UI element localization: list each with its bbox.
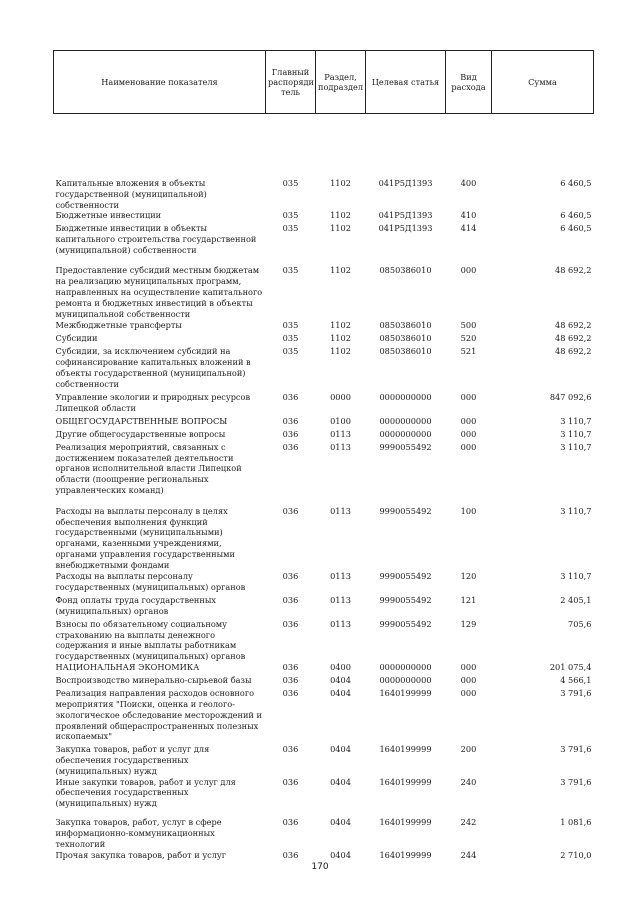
header-name: Наименование показателя xyxy=(54,51,266,114)
row-section: 0113 xyxy=(330,428,351,439)
row-amount: 3 110,7 xyxy=(560,505,592,516)
row-amount: 48 692,2 xyxy=(555,346,592,357)
row-chief-admin: 036 xyxy=(282,849,299,860)
row-expense-type: 000 xyxy=(460,441,477,452)
row-name: Другие общегосударственные вопросы xyxy=(55,428,226,439)
row-chief-admin: 036 xyxy=(282,688,299,699)
row-amount: 2 405,1 xyxy=(560,594,592,605)
row-target-article: 0850386010 xyxy=(379,265,432,276)
row-amount: 4 566,1 xyxy=(560,675,592,686)
row-expense-type: 400 xyxy=(460,178,477,188)
row-target-article: 0000000000 xyxy=(379,391,432,402)
row-amount: 6 460,5 xyxy=(560,178,592,188)
page-number: 170 xyxy=(311,862,329,872)
row-name: Взносы по обязательному социальному страхованию на выплаты денежного содержания и иные выплаты работникам государственных (муниципальных) органов xyxy=(55,618,246,662)
row-name: Прочая закупка товаров, работ и услуг xyxy=(55,849,227,860)
row-section: 0113 xyxy=(330,618,351,629)
row-section: 0404 xyxy=(330,688,351,699)
row-amount: 201 075,4 xyxy=(549,662,592,673)
table-row xyxy=(54,571,594,595)
row-amount: 3 110,7 xyxy=(560,570,592,581)
table-row xyxy=(54,662,594,675)
row-name: Закупка товаров, работ и услуг для обеспечения государственных (муниципальных) нужд xyxy=(55,744,210,776)
row-amount: 705,6 xyxy=(568,618,592,629)
row-target-article: 0000000000 xyxy=(379,662,432,673)
row-name: Субсидии, за исключением субсидий на софинансирование капитальных вложений в объекты государственной (муниципальной) собственности xyxy=(55,346,251,389)
table-row xyxy=(54,809,594,849)
row-chief-admin: 036 xyxy=(282,415,299,426)
table-row xyxy=(54,498,594,571)
row-amount: 1 081,6 xyxy=(560,817,592,828)
table-row xyxy=(54,688,594,744)
row-chief-admin: 036 xyxy=(282,391,299,402)
row-chief-admin: 036 xyxy=(282,570,299,581)
row-expense-type: 000 xyxy=(460,688,477,699)
row-expense-type: 000 xyxy=(460,415,477,426)
table-row xyxy=(54,442,594,498)
row-section: 1102 xyxy=(330,320,351,331)
row-expense-type: 410 xyxy=(460,210,477,221)
row-chief-admin: 036 xyxy=(282,441,299,452)
row-section: 0113 xyxy=(330,594,351,605)
row-chief-admin: 036 xyxy=(282,428,299,439)
row-expense-type: 244 xyxy=(460,849,477,860)
row-target-article: 1640199999 xyxy=(379,849,432,860)
header-target-article: Целевая статья xyxy=(366,51,446,114)
row-expense-type: 200 xyxy=(460,744,477,755)
row-chief-admin: 036 xyxy=(282,817,299,828)
row-name: Расходы на выплаты персоналу государственных (муниципальных) органов xyxy=(55,570,246,592)
header-section: Раздел, подраздел xyxy=(316,51,366,114)
row-section: 0404 xyxy=(330,849,351,860)
row-amount: 48 692,2 xyxy=(555,333,592,344)
row-expense-type: 000 xyxy=(460,662,477,673)
table-row xyxy=(54,320,594,333)
row-expense-type: 120 xyxy=(460,570,477,581)
row-name: Капитальные вложения в объекты государственной (муниципальной) собственности xyxy=(55,178,207,210)
row-section: 0400 xyxy=(330,662,351,673)
row-name: Предоставление субсидий местным бюджетам на реализацию муниципальных программ, направленных на осуществление капитального ремонта и бюджетных инвестиций в объекты муниципальной собственности xyxy=(55,265,263,319)
row-expense-type: 000 xyxy=(460,428,477,439)
row-name: ОБЩЕГОСУДАРСТВЕННЫЕ ВОПРОСЫ xyxy=(55,415,228,426)
row-target-article: 9990055492 xyxy=(379,594,432,605)
table-row xyxy=(54,777,594,809)
row-name: Воспроизводство минерально-сырьевой базы xyxy=(55,675,252,686)
table-row xyxy=(54,416,594,429)
row-chief-admin: 036 xyxy=(282,594,299,605)
table-row xyxy=(54,595,594,619)
row-section: 0404 xyxy=(330,744,351,755)
table-row xyxy=(54,223,594,265)
row-amount: 3 791,6 xyxy=(560,744,592,755)
header-expense-type: Вид расхода xyxy=(446,51,492,114)
row-name: Бюджетные инвестиции xyxy=(55,210,162,221)
row-amount: 48 692,2 xyxy=(555,320,592,331)
table-row xyxy=(54,744,594,776)
row-section: 0404 xyxy=(330,776,351,787)
row-chief-admin: 035 xyxy=(282,346,299,357)
row-section: 1102 xyxy=(330,210,351,221)
row-section: 0113 xyxy=(330,441,351,452)
row-amount: 3 110,7 xyxy=(560,428,592,439)
row-name: Закупка товаров, работ, услуг в сфере информационно-коммуникационных технологий xyxy=(55,817,222,849)
row-section: 1102 xyxy=(330,333,351,344)
header-chief-admin: Главный распоряди тель xyxy=(266,51,316,114)
table-row xyxy=(54,346,594,389)
row-chief-admin: 035 xyxy=(282,333,299,344)
row-amount: 3 791,6 xyxy=(560,776,592,787)
row-name: Расходы на выплаты персоналу в целях обеспечения выполнения функций государственными (муниципальными) органами, казенными учреждениями, органами управления государственными внебюджетными фондами xyxy=(55,505,235,570)
row-expense-type: 414 xyxy=(460,223,477,234)
budget-table xyxy=(53,50,594,868)
row-amount: 6 460,5 xyxy=(560,223,592,234)
row-section: 1102 xyxy=(330,178,351,188)
row-name: Реализация направления расходов основного мероприятия "Поиски, оценка и геолого-экологическое обследование месторождений и проявлений общераспространенных полезных ископаемых" xyxy=(55,688,262,742)
row-target-article: 0000000000 xyxy=(379,675,432,686)
row-chief-admin: 035 xyxy=(282,210,299,221)
table-row xyxy=(54,429,594,442)
row-section: 1102 xyxy=(330,346,351,357)
row-amount: 3 791,6 xyxy=(560,688,592,699)
row-target-article: 041Р5Д1393 xyxy=(378,178,433,188)
row-name: Межбюджетные трансферты xyxy=(55,320,182,331)
row-target-article: 041Р5Д1393 xyxy=(378,223,433,234)
row-expense-type: 240 xyxy=(460,776,477,787)
row-expense-type: 000 xyxy=(460,265,477,276)
row-target-article: 0000000000 xyxy=(379,428,432,439)
header-amount: Сумма xyxy=(492,51,594,114)
row-amount: 3 110,7 xyxy=(560,441,592,452)
table-header-row xyxy=(54,51,594,114)
row-target-article: 9990055492 xyxy=(379,570,432,581)
row-target-article: 1640199999 xyxy=(379,744,432,755)
row-target-article: 1640199999 xyxy=(379,817,432,828)
row-chief-admin: 035 xyxy=(282,223,299,234)
row-chief-admin: 035 xyxy=(282,320,299,331)
row-expense-type: 121 xyxy=(460,594,477,605)
row-expense-type: 521 xyxy=(460,346,477,357)
row-chief-admin: 035 xyxy=(282,265,299,276)
row-name: НАЦИОНАЛЬНАЯ ЭКОНОМИКА xyxy=(55,662,200,673)
row-chief-admin: 036 xyxy=(282,776,299,787)
table-row xyxy=(54,390,594,416)
row-name: Реализация мероприятий, связанных с достижением показателей деятельности органов исполнительной власти Липецкой области (поощрение региональных управленческих команд) xyxy=(55,441,242,496)
table-row xyxy=(54,333,594,346)
row-section: 1102 xyxy=(330,265,351,276)
row-name: Субсидии xyxy=(55,333,98,344)
row-chief-admin: 036 xyxy=(282,744,299,755)
row-expense-type: 500 xyxy=(460,320,477,331)
row-expense-type: 000 xyxy=(460,391,477,402)
row-section: 0113 xyxy=(330,505,351,516)
row-target-article: 9990055492 xyxy=(379,618,432,629)
row-chief-admin: 036 xyxy=(282,505,299,516)
row-target-article: 1640199999 xyxy=(379,776,432,787)
row-target-article: 041Р5Д1393 xyxy=(378,210,433,221)
table-row xyxy=(54,265,594,320)
row-target-article: 0850386010 xyxy=(379,320,432,331)
row-amount: 48 692,2 xyxy=(555,265,592,276)
row-name: Бюджетные инвестиции в объекты капитального строительства государственной (муниципальной) собственности xyxy=(55,223,257,256)
row-amount: 6 460,5 xyxy=(560,210,592,221)
row-amount: 847 092,6 xyxy=(549,391,592,402)
row-section: 0113 xyxy=(330,570,351,581)
row-name: Фонд оплаты труда государственных (муниципальных) органов xyxy=(55,594,216,616)
row-expense-type: 129 xyxy=(460,618,477,629)
row-chief-admin: 035 xyxy=(282,178,299,188)
table-row xyxy=(54,675,594,688)
row-chief-admin: 036 xyxy=(282,675,299,686)
row-section: 0404 xyxy=(330,675,351,686)
row-target-article: 9990055492 xyxy=(379,505,432,516)
row-section: 1102 xyxy=(330,223,351,234)
row-name: Иные закупки товаров, работ и услуг для обеспечения государственных (муниципальных) нужд xyxy=(55,776,236,809)
row-target-article: 9990055492 xyxy=(379,441,432,452)
row-section: 0100 xyxy=(330,415,351,426)
table-row xyxy=(54,114,594,211)
row-expense-type: 100 xyxy=(460,505,477,516)
row-amount: 2 710,0 xyxy=(560,849,592,860)
table-row xyxy=(54,619,594,662)
row-section: 0000 xyxy=(330,391,351,402)
row-section: 0404 xyxy=(330,817,351,828)
row-expense-type: 000 xyxy=(460,675,477,686)
row-amount: 3 110,7 xyxy=(560,415,592,426)
row-chief-admin: 036 xyxy=(282,662,299,673)
row-name: Управление экологии и природных ресурсов Липецкой области xyxy=(55,391,251,413)
row-expense-type: 242 xyxy=(460,817,477,828)
row-chief-admin: 036 xyxy=(282,618,299,629)
row-target-article: 1640199999 xyxy=(379,688,432,699)
table-row xyxy=(54,210,594,223)
row-target-article: 0000000000 xyxy=(379,415,432,426)
row-target-article: 0850386010 xyxy=(379,333,432,344)
row-target-article: 0850386010 xyxy=(379,346,432,357)
row-expense-type: 520 xyxy=(460,333,477,344)
